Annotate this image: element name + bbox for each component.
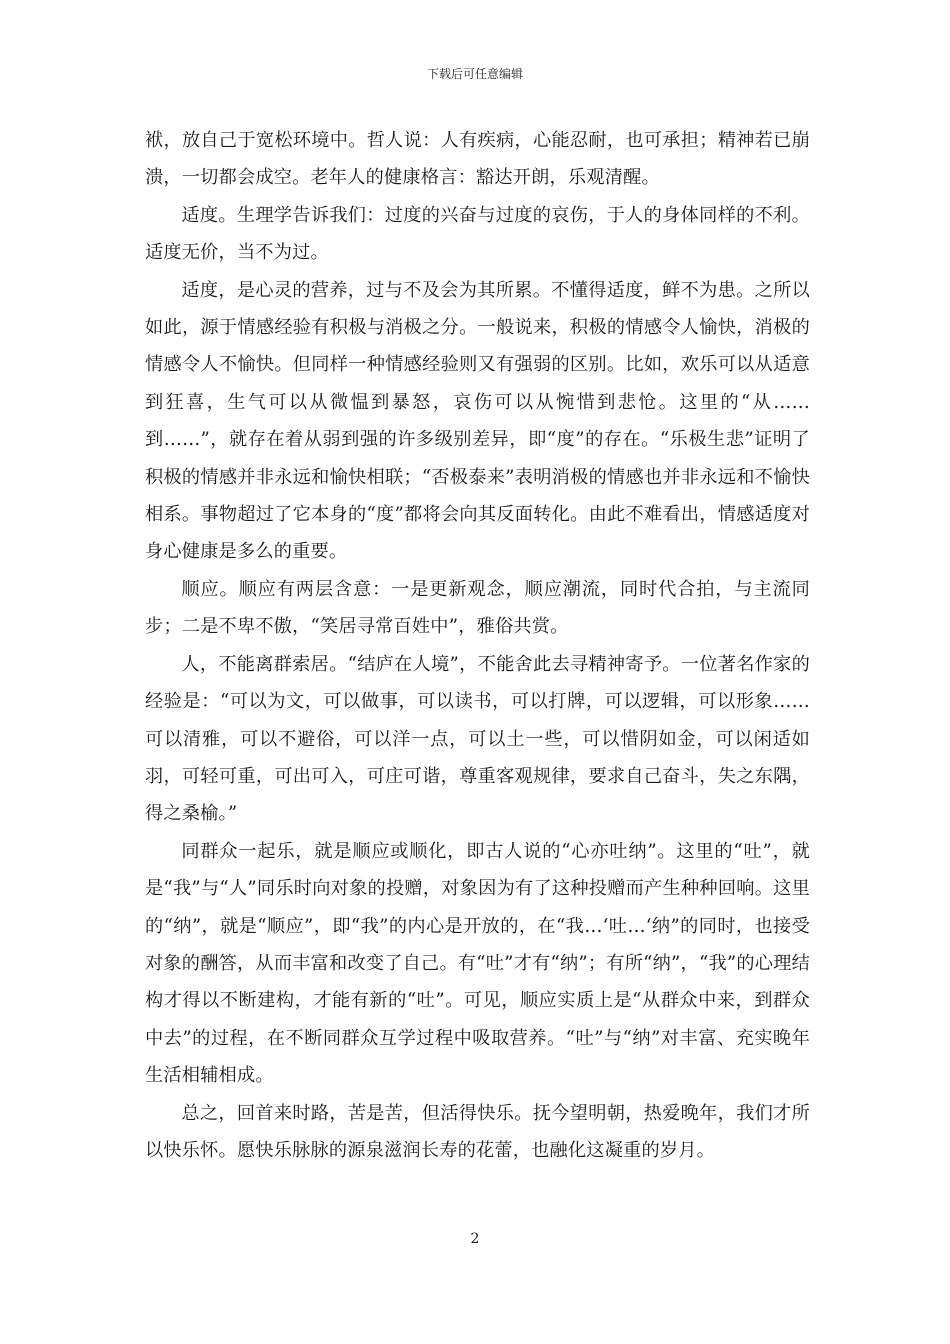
document-body	[145, 122, 810, 1169]
paragraph-3: 适度，是心灵的营养，过与不及会为其所累。不懂得适度，鲜不为患。之所以如此，源于情感经验有积极与消极之分。一般说来，积极的情感令人愉快，消极的情感令人不愉快。但同样一种情感经验则又有强弱的区别。比如，欢乐可以从适意到狂喜，生气可以从微愠到暴怒，哀伤可以从惋惜到悲怆。这里的“从……到……”，就存在着从弱到强的许多级别差异，即“度”的存在。“乐极生悲”证明了积极的情感并非永远和愉快相联；“否极泰来”表明消极的情感也并非永远和不愉快相系。事物超过了它本身的“度”都将会向其反面转化。由此不难看出，情感适度对身心健康是多么的重要。	[145, 279, 810, 563]
paragraph-7: 总之，回首来时路，苦是苦，但活得快乐。抚今望明朝，热爱晚年，我们才所以快乐怀。愿快乐脉脉的源泉滋润长寿的花蕾，也融化这凝重的岁月。	[145, 1102, 810, 1161]
page-number: 2	[470, 1231, 480, 1247]
page-header: 下载后可任意编辑	[426, 67, 523, 81]
paragraph-5: 人，不能离群索居。“结庐在人境”，不能舍此去寻精神寄予。一位著名作家的经验是：“可以为文，可以做事，可以读书，可以打牌，可以逻辑，可以形象……可以清雅，可以不避俗，可以洋一点，可以土一些，可以惜阴如金，可以闲适如羽，可轻可重，可出可入，可庄可谐，尊重客观规律，要求自己奋斗，失之东隅，得之桑榆。”	[145, 653, 810, 825]
paragraph-1: 袱，放自己于宽松环境中。哲人说：人有疾病，心能忍耐，也可承担；精神若已崩溃，一切都会成空。老年人的健康格言：豁达开朗，乐观清醒。	[145, 130, 810, 189]
paragraph-2: 适度。生理学告诉我们：过度的兴奋与过度的哀伤，于人的身体同样的不利。适度无价，当不为过。	[145, 204, 810, 264]
paragraph-6: 同群众一起乐，就是顺应或顺化，即古人说的“心亦吐纳”。这里的“吐”，就是“我”与“人”同乐时向对象的投赠，对象因为有了这种投赠而产生种种回响。这里的“纳”，就是“顺应”，即“我”的内心是开放的，在“我…‘吐…‘纳”的同时，也接受对象的酬答，从而丰富和改变了自己。有“吐”才有“纳”；有所“纳”，“我”的心理结构才得以不断建构，才能有新的“吐”。可见，顺应实质上是“从群众中来，到群众中去”的过程，在不断同群众互学过程中吸取营养。“吐”与“纳”对丰富、充实晚年生活相辅相成。	[145, 840, 810, 1087]
paragraph-4: 顺应。顺应有两层含意：一是更新观念，顺应潮流，同时代合拍，与主流同步；二是不卑不傲，“笑居寻常百姓中”，雅俗共赏。	[145, 578, 810, 638]
